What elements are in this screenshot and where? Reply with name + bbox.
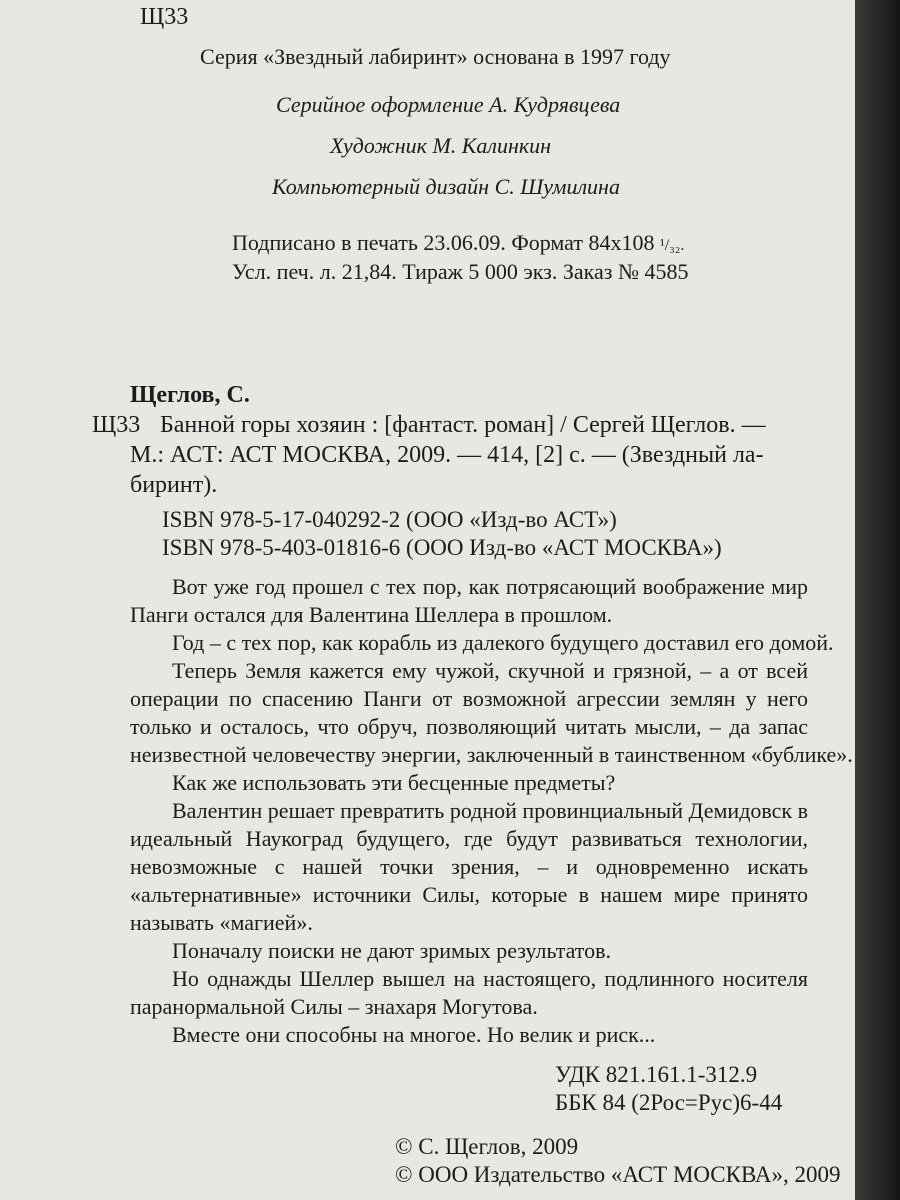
- catalog-line2: М.: АСТ: АСТ МОСКВА, 2009. — 414, [2] с. — (Звездный ла-: [130, 442, 764, 468]
- copyright-publisher: © ООО Издательство «АСТ МОСКВА», 2009: [395, 1162, 841, 1187]
- print-info-fraction: ¹/₃₂.: [659, 237, 685, 254]
- catalog-line1: Банной горы хозяин : [фантаст. роман] / Сергей Щеглов. —: [160, 412, 766, 438]
- catalog-line3: биринт).: [130, 472, 218, 498]
- catalog-code: Щ33: [92, 412, 141, 438]
- credit-design: Серийное оформление А. Кудрявцева: [276, 92, 621, 117]
- annotation-line: неизвестной человечеству энергии, заключенный в таинственном «бублике».: [130, 742, 853, 767]
- annotation-line: идеальный Наукоград будущего, где будут развиваться технологии,: [130, 826, 808, 851]
- annotation-line: Вместе они способны на многое. Но велик и риск...: [172, 1022, 656, 1047]
- print-info-line2: Усл. печ. л. 21,84. Тираж 5 000 экз. Заказ № 4585: [232, 259, 689, 284]
- page-edge-shadow: [855, 0, 900, 1200]
- top-code: Щ33: [140, 4, 189, 30]
- credit-artist: Художник М. Калинкин: [330, 133, 552, 158]
- annotation-line: паранормальной Силы – знахаря Могутова.: [130, 994, 538, 1019]
- annotation-line: Поначалу поиски не дают зримых результатов.: [172, 938, 612, 963]
- annotation-line: операции по спасению Панги от возможной агрессии землян у него: [130, 686, 808, 711]
- series-note: Серия «Звездный лабиринт» основана в 1997 году: [200, 44, 671, 69]
- udk-code: УДК 821.161.1-312.9: [555, 1062, 758, 1087]
- annotation-line: Но однажды Шеллер вышел на настоящего, подлинного носителя: [172, 966, 808, 991]
- credit-computer-design: Компьютерный дизайн С. Шумилина: [272, 174, 620, 199]
- catalog-author: Щеглов, С.: [130, 382, 250, 408]
- annotation-line: «альтернативные» источники Силы, которые в нашем мире принято: [130, 882, 808, 907]
- isbn-ast: ISBN 978-5-17-040292-2 (ООО «Изд-во АСТ»): [162, 507, 617, 532]
- annotation-line: только и осталось, что обруч, позволяющий читать мысли, – да запас: [130, 714, 808, 739]
- annotation-line: называть «магией».: [130, 910, 313, 935]
- annotation-line: Год – с тех пор, как корабль из далекого будущего доставил его домой.: [172, 630, 834, 655]
- annotation-line: невозможные с нашей точки зрения, – и одновременно искать: [130, 854, 808, 879]
- annotation-line: Вот уже год прошел с тех пор, как потрясающий воображение мир: [172, 574, 808, 599]
- annotation-line: Теперь Земля кажется ему чужой, скучной и грязной, – а от всей: [172, 658, 808, 683]
- print-info-format: Подписано в печать 23.06.09. Формат 84х108: [232, 230, 655, 255]
- annotation-line: Панги остался для Валентина Шеллера в прошлом.: [130, 602, 613, 627]
- bbk-code: ББК 84 (2Рос=Рус)6-44: [555, 1090, 783, 1115]
- isbn-ast-moskva: ISBN 978-5-403-01816-6 (ООО Изд-во «АСТ МОСКВА»): [162, 535, 722, 560]
- annotation-line: Как же использовать эти бесценные предметы?: [172, 770, 616, 795]
- copyright-author: © С. Щеглов, 2009: [395, 1134, 579, 1159]
- annotation-line: Валентин решает превратить родной провинциальный Демидовск в: [172, 798, 809, 823]
